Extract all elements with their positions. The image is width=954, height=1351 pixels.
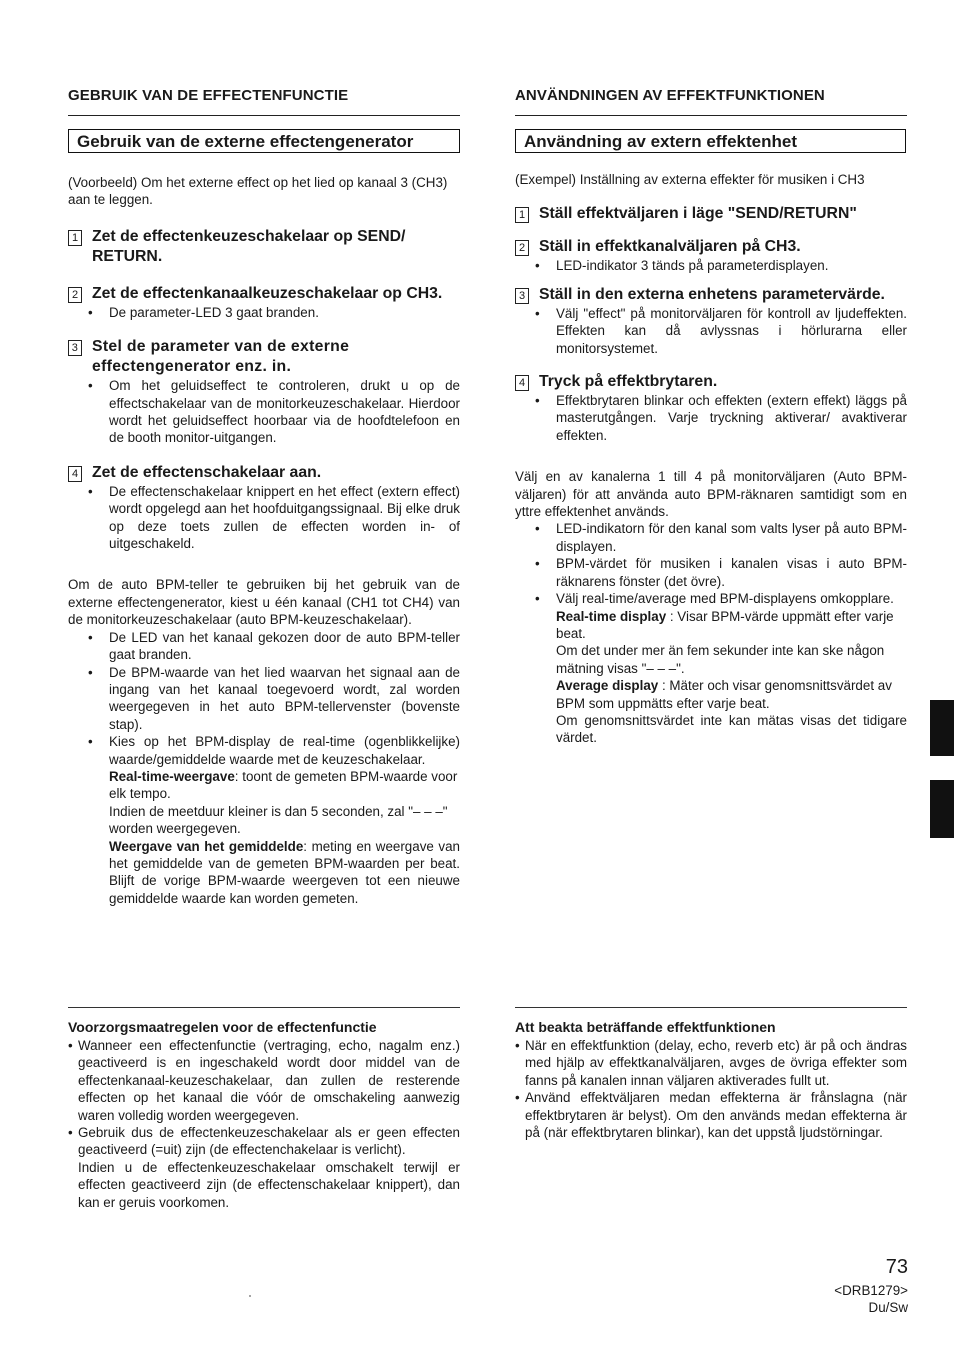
step-title: Tryck på effektbrytaren. <box>539 373 718 391</box>
left-step-2 <box>68 284 460 304</box>
step-number: 1 <box>68 230 82 246</box>
list-item: • Wanneer een effectenfunctie (vertraging, echo, nagalm enz.) geactiveerd is en ingeschakeld wordt door middel van de effectenkanaal-keuzeschakelaar, dan zullen de resterende effecten op het kanaal die vóór de omschakeling aanwezig waren volledig worden weergegeven. <box>68 1037 460 1124</box>
list-item: • Gebruik dus de effectenkeuzeschakelaar als er geen effecten geactiveerd (=uit) zijn (de effectenchakelaar is verlicht). <box>68 1124 460 1159</box>
right-section-title: ANVÄNDNINGEN AV EFFEKTFUNKTIONEN <box>515 87 825 104</box>
right-realtime-note: Om det under mer än fem sekunder inte kan ske någon mätning visas "– – –". <box>556 643 885 676</box>
list-item: • LED-indikator 3 tänds på parameterdisplayen. <box>515 257 907 274</box>
left-realtime <box>68 768 460 803</box>
right-bpm-intro: Välj en av kanalerna 1 till 4 på monitorväljaren (Auto BPM-väljaren) för att använda auto BPM-räknaren samtidigt som en yttre effektenhet används. <box>515 469 907 520</box>
right-step-3 <box>515 285 907 305</box>
left-body <box>68 174 460 907</box>
left-bottom-rule <box>68 1007 460 1008</box>
list-item: • Välj "effect" på monitorväljaren för kontroll av ljudeffekten. Effekten kan då avlyssnas i hörlurarna eller monitorsystemet. <box>515 305 907 357</box>
average-label: Weergave van het gemiddelde <box>109 838 304 854</box>
average-text: : Mäter och visar genomsnittsvärdet av BPM som uppmätts efter varje beat. <box>556 678 892 711</box>
left-section-title: GEBRUIK VAN DE EFFECTENFUNCTIE <box>68 87 349 104</box>
step-title: Zet de effectenkanaalkeuzeschakelaar op CH3. <box>92 284 443 302</box>
realtime-label: Real-time display <box>556 608 667 624</box>
right-average <box>515 677 907 712</box>
average-text: : meting en weergave van het gemiddelde van de gemeten BPM-waarden per beat. Blijft de vorige BPM-waarde weergeven tot een nieuwe gemiddelde waarde kan worden gemeten. <box>109 838 460 906</box>
lang-code: Du/Sw <box>868 1300 908 1315</box>
list-item: • Om het geluidseffect te controleren, drukt u op de effectschakelaar van de monitorkeuzeschakelaar. Hierdoor wordt het geluidseffect hoorbaar via de hoofdtelefoon en de booth monitor-uitgangen. <box>68 377 460 447</box>
list-item: • Kies op het BPM-display de real-time (ogenblikkelijke) waarde/gemiddelde waarde met de keuzeschakelaar. <box>68 733 460 768</box>
list-item: • De BPM-waarde van het lied waarvan het signaal aan de ingang van het kanaal toegevoerd wordt, zal worden weergegeven in het auto BPM-tellervenster (bovenste stap). <box>68 664 460 734</box>
list-item: • Använd effektväljaren medan effekterna är frånslagna (när effektbrytaren är belyst). Om den används medan effekterna är på (när effektbrytaren blinkar), kan det uppstå ljudstörningar. <box>515 1089 907 1141</box>
average-label: Average display <box>556 678 659 694</box>
step-title: Zet de effectenkeuzeschakelaar op SEND/ RETURN. <box>92 227 406 265</box>
right-step-2 <box>515 237 907 257</box>
left-step-3 <box>68 337 460 377</box>
list-item: • LED-indikatorn för den kanal som valts lyser på auto BPM-displayen. <box>515 520 907 555</box>
realtime-text: : Visar BPM-värde uppmätt efter varje beat. <box>556 608 894 641</box>
step-number: 2 <box>515 240 529 256</box>
left-header-rule <box>68 115 460 116</box>
list-item: • När en effektfunktion (delay, echo, reverb etc) är på och ändras med hjälp av effektkanalväljaren, avges de övriga effekter som fanns på kanalen innan väljaren aktiverades fullt ut. <box>515 1037 907 1089</box>
list-item: • De effectenschakelaar knippert en het effect (extern effect) wordt opgelegd aan het hoofduitgangssignaal. Bij elke druk op deze toets zullen de effecten worden in- of uitgeschakeld. <box>68 483 460 553</box>
left-average <box>68 838 460 908</box>
doc-code: <DRB1279> <box>834 1283 908 1298</box>
left-precautions-title: Voorzorgsmaatregelen voor de effectenfunctie <box>68 1019 377 1035</box>
right-box-title: Användning av extern effektenhet <box>515 129 906 153</box>
list-item: • De LED van het kanaal gekozen door de auto BPM-teller gaat branden. <box>68 629 460 664</box>
step-title: Ställ in effektkanalväljaren på CH3. <box>539 238 801 256</box>
step-number: 4 <box>68 466 82 482</box>
list-item: • De parameter-LED 3 gaat branden. <box>68 304 460 321</box>
step-number: 4 <box>515 375 529 391</box>
print-speck <box>249 1295 251 1297</box>
step-title: Ställ in den externa enhetens parametervärde. <box>539 285 885 303</box>
left-realtime-note: Indien de meetduur kleiner is dan 5 seconden, zal "– – –" worden weergegeven. <box>109 803 448 837</box>
step-number: 1 <box>515 207 529 223</box>
right-precautions <box>515 1037 907 1141</box>
right-precautions-title: Att beakta beträffande effektfunktionen <box>515 1019 776 1035</box>
left-step-4 <box>68 463 460 483</box>
left-step-1 <box>68 227 460 267</box>
step-number: 2 <box>68 287 82 303</box>
right-intro: (Exempel) Inställning av externa effekter för musiken i CH3 <box>515 172 865 187</box>
right-body <box>515 171 907 747</box>
right-step-4 <box>515 372 907 392</box>
step-title: Zet de effectenschakelaar aan. <box>92 463 322 481</box>
right-header-rule <box>515 115 907 116</box>
left-intro: (Voorbeeld) Om het externe effect op het lied op kanaal 3 (CH3) aan te leggen. <box>68 175 448 208</box>
realtime-label: Real-time-weergave <box>109 768 235 784</box>
left-box-title: Gebruik van de externe effectengenerator <box>68 129 460 153</box>
step-number: 3 <box>515 288 529 304</box>
left-precautions-cont: Indien u de effectenkeuzeschakelaar omschakelt terwijl er effecten geactiveerd zijn (de effectenschakelaar knippert), dan kan er geruis voorkomen. <box>78 1159 460 1210</box>
list-item: • Välj real-time/average med BPM-displayens omkopplare. <box>515 590 907 607</box>
right-step-1 <box>515 204 907 224</box>
list-item: • BPM-värdet för musiken i kanalen visas i auto BPM-räknarens fönster (det övre). <box>515 555 907 590</box>
page-number: 73 <box>885 1256 908 1278</box>
list-item: • Effektbrytaren blinkar och effekten (extern effekt) läggs på masterutgången. Varje tryckning aktiverar/ avaktiverar effekten. <box>515 392 907 444</box>
doc-code-block <box>834 1282 908 1316</box>
right-realtime <box>515 608 907 643</box>
section-tab-marker-upper <box>930 700 954 756</box>
section-tab-marker-lower <box>930 780 954 838</box>
right-average-note: Om genomsnittsvärdet inte kan mätas visas det tidigare värdet. <box>556 712 907 746</box>
left-bpm-intro: Om de auto BPM-teller te gebruiken bij het gebruik van de externe effectengenerator, kiest u één kanaal (CH1 tot CH4) van de monitorkeuzeschakelaar (auto BPM-keuzeschakelaar). <box>68 577 460 628</box>
realtime-text: : toont de gemeten BPM-waarde voor elk tempo. <box>109 768 458 802</box>
step-number: 3 <box>68 340 82 356</box>
left-precautions <box>68 1037 460 1211</box>
step-title: Stel de parameter van de externe effectengenerator enz. in. <box>92 338 350 376</box>
right-bottom-rule <box>515 1007 907 1008</box>
step-title: Ställ effektväljaren i läge "SEND/RETURN" <box>539 205 857 223</box>
